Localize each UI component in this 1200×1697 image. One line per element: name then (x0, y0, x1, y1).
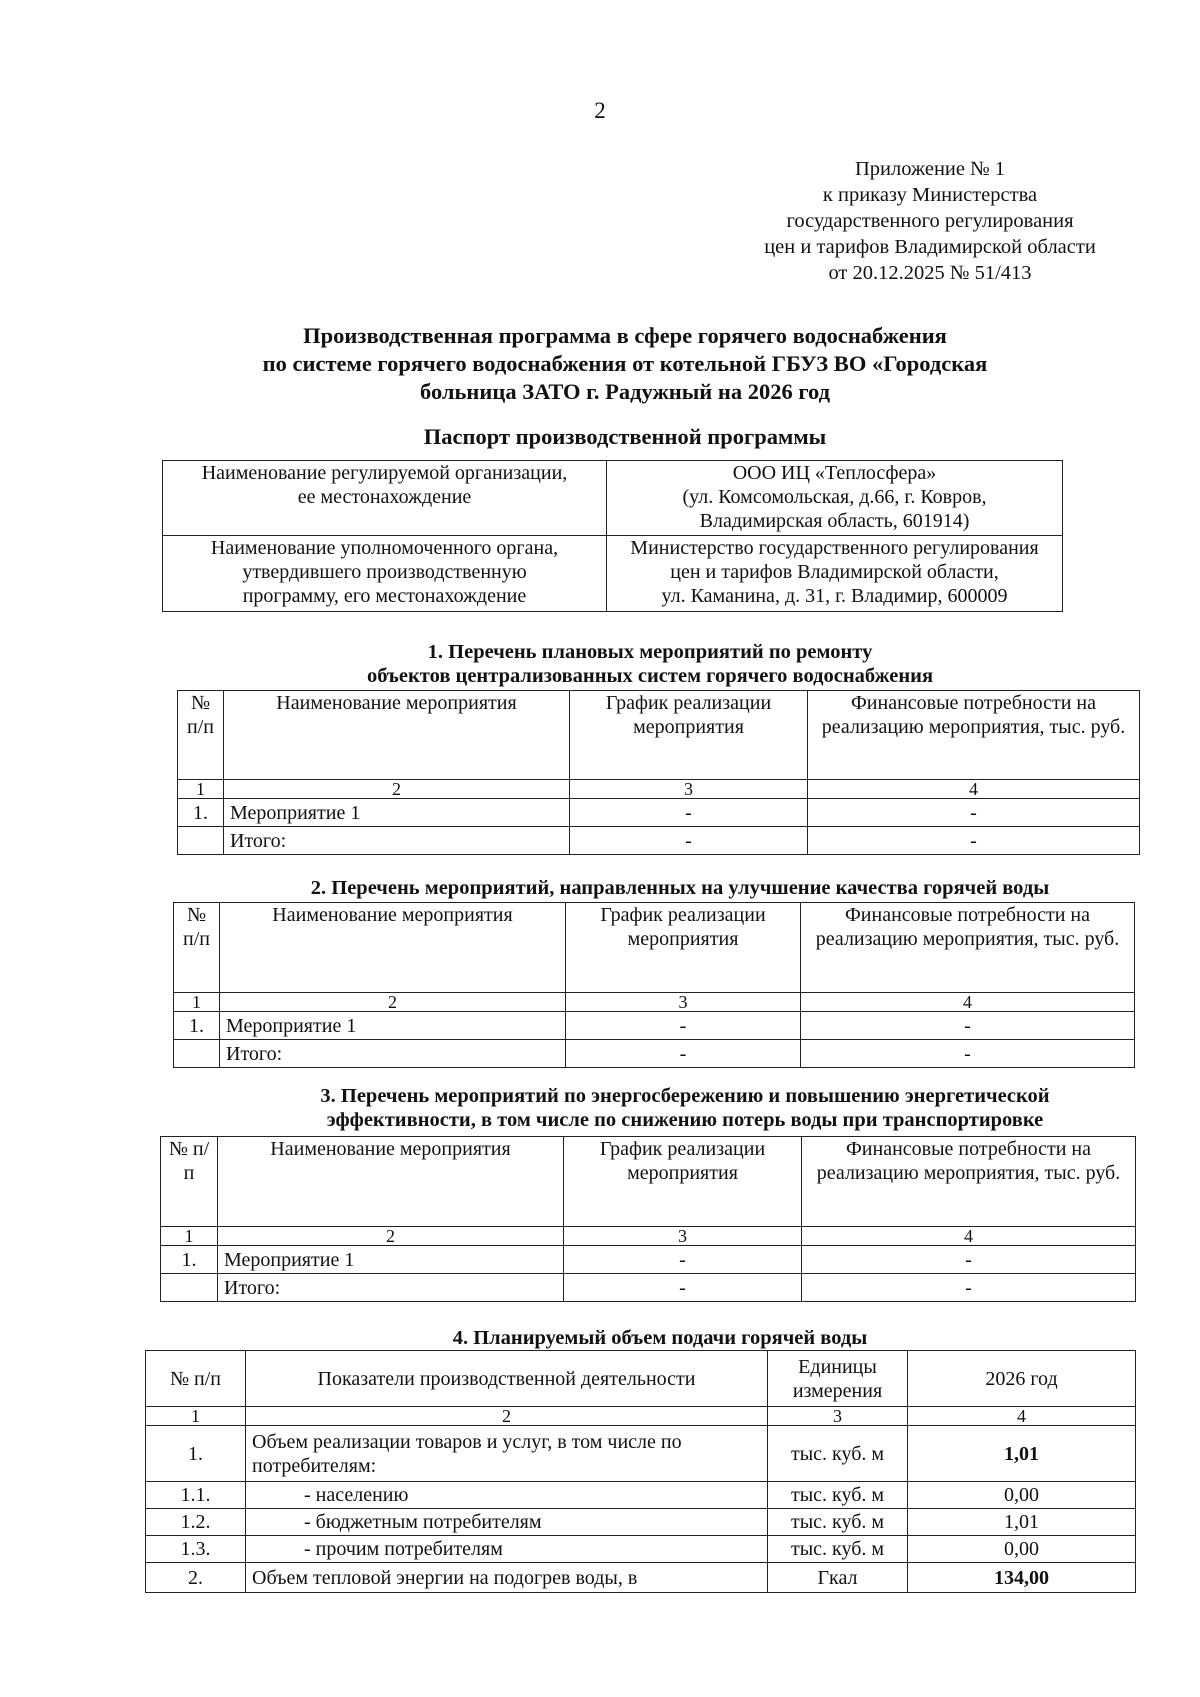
row-number: 1.2. (146, 1509, 246, 1536)
total-finance: - (802, 1274, 1136, 1302)
passport-label (163, 461, 607, 536)
cell-line: ее местонахождение (297, 486, 472, 508)
table-row (178, 827, 1140, 855)
col-number: 1 (174, 993, 220, 1012)
row-number: 1.1. (146, 1482, 246, 1509)
col-header: № п/п (178, 691, 224, 780)
row-number: 1.3. (146, 1536, 246, 1563)
col-number: 4 (808, 780, 1140, 799)
row-number: 1. (146, 1426, 246, 1482)
col-header: 2026 год (908, 1351, 1136, 1407)
table-row (161, 1246, 1136, 1274)
section-heading (200, 640, 1100, 688)
cell-line: программу, его местонахождение (242, 585, 527, 607)
passport-value (607, 536, 1063, 612)
table-row (146, 1426, 1136, 1482)
col-number: 2 (224, 780, 570, 799)
table-number-row (174, 993, 1135, 1012)
row-number: 1. (178, 799, 224, 827)
heading-line: 3. Перечень мероприятий по энергосбережению и повышению энергетической (320, 1085, 1050, 1107)
row-number (174, 1040, 220, 1068)
measures-table-2 (173, 902, 1135, 1068)
total-label: Итого: (220, 1040, 566, 1068)
measure-name: Мероприятие 1 (220, 1012, 566, 1040)
total-label: Итого: (218, 1274, 564, 1302)
cell-line: ООО ИЦ «Теплосфера» (732, 462, 937, 484)
total-finance: - (801, 1040, 1135, 1068)
cell-line: ул. Каманина, д. 31, г. Владимир, 600009 (661, 585, 1008, 607)
indicator-value: 1,01 (908, 1426, 1136, 1482)
section-heading (240, 876, 1120, 900)
col-number: 4 (908, 1407, 1136, 1426)
cell-line: Министерство государственного регулирования (630, 537, 1039, 559)
table-number-row (161, 1227, 1136, 1246)
passport-value (607, 461, 1063, 536)
table-header-row (178, 691, 1140, 780)
total-schedule: - (570, 827, 808, 855)
table-row (174, 1012, 1135, 1040)
heading-line: объектов централизованных систем горячего водоснабжения (366, 665, 934, 687)
measures-table-3 (160, 1136, 1136, 1302)
heading-line: 1. Перечень плановых мероприятий по ремонту (427, 641, 873, 663)
table-number-row (178, 780, 1140, 799)
col-header: Единицы измерения (768, 1351, 908, 1407)
table-header-row (146, 1351, 1136, 1407)
passport-label (163, 536, 607, 612)
col-header: График реализации мероприятия (566, 903, 801, 993)
col-header: График реализации мероприятия (564, 1137, 802, 1227)
indicator-name: - прочим потребителям (246, 1536, 768, 1563)
table-row (161, 1274, 1136, 1302)
measures-table-1 (177, 690, 1140, 855)
appendix-block (720, 156, 1140, 286)
row-number: 1. (174, 1012, 220, 1040)
table-row (174, 1040, 1135, 1068)
indicator-value: 0,00 (908, 1482, 1136, 1509)
title-line: больница ЗАТО г. Радужный на 2026 год (420, 379, 830, 404)
indicator-name: Объем реализации товаров и услуг, в том числе по потребителям: (246, 1426, 768, 1482)
col-number: 3 (566, 993, 801, 1012)
row-number (161, 1274, 218, 1302)
table-row (146, 1563, 1136, 1593)
total-label: Итого: (224, 827, 570, 855)
cell-line: Наименование уполномоченного органа, (210, 537, 559, 559)
appendix-line: цен и тарифов Владимирской области (764, 236, 1096, 258)
table-row (146, 1536, 1136, 1563)
col-header: Наименование мероприятия (220, 903, 566, 993)
passport-heading: Паспорт производственной программы (423, 424, 827, 449)
indicator-unit: тыс. куб. м (768, 1536, 908, 1563)
cell-line: Владимирская область, 601914) (699, 510, 970, 532)
col-header: График реализации мероприятия (570, 691, 808, 780)
col-header: Наименование мероприятия (224, 691, 570, 780)
title-line: по системе горячего водоснабжения от котельной ГБУЗ ВО «Городская (262, 351, 988, 376)
page-number: 2 (594, 98, 606, 123)
heading-line: эффективности, в том числе по снижению потерь воды при транспортировке (326, 1109, 1044, 1131)
measure-finance: - (808, 799, 1140, 827)
table-row (163, 536, 1063, 612)
table-row (146, 1482, 1136, 1509)
row-number (178, 827, 224, 855)
indicator-value: 0,00 (908, 1536, 1136, 1563)
col-header: № п/п (174, 903, 220, 993)
col-header: № п/п (161, 1137, 218, 1227)
col-header: Финансовые потребности на реализацию мероприятия, тыс. руб. (801, 903, 1135, 993)
col-header: Показатели производственной деятельности (246, 1351, 768, 1407)
measure-finance: - (801, 1012, 1135, 1040)
measure-name: Мероприятие 1 (224, 799, 570, 827)
col-number: 2 (220, 993, 566, 1012)
table-header-row (174, 903, 1135, 993)
indicator-unit: тыс. куб. м (768, 1426, 908, 1482)
col-header: Финансовые потребности на реализацию мероприятия, тыс. руб. (808, 691, 1140, 780)
appendix-line: от 20.12.2025 № 51/413 (828, 262, 1032, 284)
measure-schedule: - (566, 1012, 801, 1040)
cell-line: (ул. Комсомольская, д.66, г. Ковров, (682, 486, 987, 508)
col-header: № п/п (146, 1351, 246, 1407)
col-number: 3 (564, 1227, 802, 1246)
measure-finance: - (802, 1246, 1136, 1274)
col-header: Финансовые потребности на реализацию мероприятия, тыс. руб. (802, 1137, 1136, 1227)
total-schedule: - (564, 1274, 802, 1302)
total-schedule: - (566, 1040, 801, 1068)
col-number: 1 (146, 1407, 246, 1426)
indicator-name: Объем тепловой энергии на подогрев воды, в (246, 1563, 768, 1593)
table-row (163, 461, 1063, 536)
measure-name: Мероприятие 1 (218, 1246, 564, 1274)
indicator-unit: Гкал (768, 1563, 908, 1593)
heading-line: 2. Перечень мероприятий, направленных на улучшение качества горячей воды (310, 877, 1050, 899)
col-number: 1 (161, 1227, 218, 1246)
document-title (150, 322, 1100, 406)
cell-line: утвердившего производственную (242, 561, 527, 583)
cell-line: цен и тарифов Владимирской области, (670, 561, 999, 583)
col-header: Наименование мероприятия (218, 1137, 564, 1227)
indicator-unit: тыс. куб. м (768, 1509, 908, 1536)
indicator-unit: тыс. куб. м (768, 1482, 908, 1509)
table-number-row (146, 1407, 1136, 1426)
measure-schedule: - (570, 799, 808, 827)
cell-line: Наименование регулируемой организации, (201, 462, 568, 484)
section-heading: 4. Планируемый объем подачи горячей воды (452, 1327, 868, 1349)
indicator-name: - населению (246, 1482, 768, 1509)
col-number: 2 (218, 1227, 564, 1246)
col-number: 3 (768, 1407, 908, 1426)
row-number: 1. (161, 1246, 218, 1274)
appendix-line: Приложение № 1 (854, 158, 1006, 180)
table-row (178, 799, 1140, 827)
volume-table (145, 1350, 1136, 1593)
measure-schedule: - (564, 1246, 802, 1274)
passport-table (162, 460, 1063, 612)
row-number: 2. (146, 1563, 246, 1593)
total-finance: - (808, 827, 1140, 855)
section-heading (230, 1084, 1140, 1132)
col-number: 3 (570, 780, 808, 799)
col-number: 4 (801, 993, 1135, 1012)
col-number: 4 (802, 1227, 1136, 1246)
table-row (146, 1509, 1136, 1536)
col-number: 2 (246, 1407, 768, 1426)
indicator-name: - бюджетным потребителям (246, 1509, 768, 1536)
indicator-value: 134,00 (908, 1563, 1136, 1593)
col-number: 1 (178, 780, 224, 799)
table-header-row (161, 1137, 1136, 1227)
title-line: Производственная программа в сфере горячего водоснабжения (303, 323, 947, 348)
appendix-line: государственного регулирования (786, 210, 1074, 232)
appendix-line: к приказу Министерства (822, 184, 1038, 206)
indicator-value: 1,01 (908, 1509, 1136, 1536)
